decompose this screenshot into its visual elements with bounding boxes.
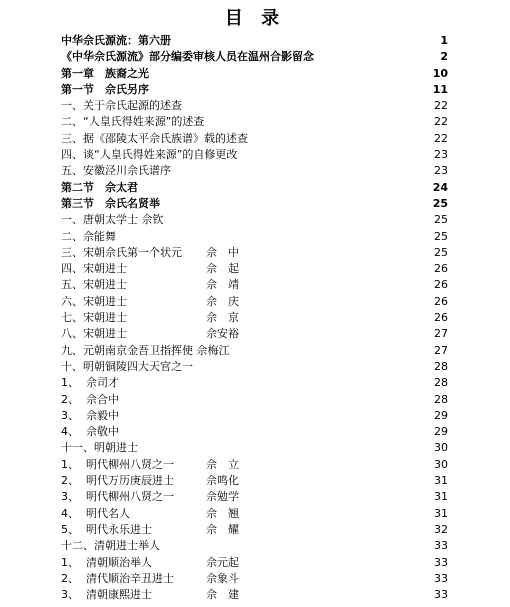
toc-entry-subtitle: 清代顺治辛丑进士 <box>86 571 174 585</box>
toc-entry <box>0 310 510 326</box>
toc-entry <box>0 180 510 196</box>
toc-entry-text: 1、 <box>61 555 79 569</box>
toc-entry <box>0 457 510 473</box>
toc-entry-subtitle: 明代柳州八贤之一 <box>86 457 174 471</box>
toc-entry-person: 佘 靖 <box>206 278 239 292</box>
toc-entry <box>0 33 510 49</box>
toc-entry <box>0 245 510 261</box>
toc-entry-page: 22 <box>434 99 448 113</box>
toc-entry-subtitle: 明代永乐进士 <box>86 522 152 536</box>
toc-entry-page: 33 <box>434 555 448 569</box>
toc-entry <box>0 163 510 179</box>
toc-entry-text: 三、宋朝佘氏第一个状元 <box>61 245 182 259</box>
toc-entry <box>0 522 510 538</box>
toc-entry-person: 佘 中 <box>206 245 239 259</box>
toc-entry-page: 23 <box>434 164 448 178</box>
toc-entry <box>0 49 510 65</box>
toc-entry <box>0 98 510 114</box>
toc-title: 目 录 <box>224 8 286 29</box>
toc-entry-page: 1 <box>440 34 448 47</box>
toc-entry-subtitle: 清朝顺治举人 <box>86 555 152 569</box>
toc-entry-person: 佘 庆 <box>206 294 239 308</box>
toc-entry-page: 30 <box>434 441 448 455</box>
toc-entry-text: 中华佘氏源流：第六册 <box>61 34 171 47</box>
toc-entry-text: 5、 <box>61 522 79 536</box>
toc-entry-text: 4、 <box>61 425 79 439</box>
toc-entry-page: 24 <box>432 180 448 194</box>
toc-entry <box>0 261 510 277</box>
toc-entry-text: 1、 <box>61 457 79 471</box>
toc-entry-page: 25 <box>434 229 448 243</box>
toc-entry-page: 2 <box>440 50 448 64</box>
toc-entry <box>0 440 510 456</box>
toc-entry-person: 佘 翘 <box>206 506 239 520</box>
toc-entry <box>0 196 510 212</box>
toc-entry-text: 2、 <box>61 392 79 406</box>
toc-entry <box>0 587 510 603</box>
toc-entry <box>0 359 510 375</box>
toc-entry-page: 33 <box>434 539 448 553</box>
toc-entry-text: 第一章 族裔之光 <box>61 66 149 80</box>
toc-entry-page: 28 <box>434 359 448 373</box>
toc-entry <box>0 212 510 228</box>
toc-entry-page: 22 <box>434 131 448 145</box>
toc-entry-text: 一、关于佘氏起源的述查 <box>61 99 182 113</box>
toc-entry-text: 十二、清朝进士举人 <box>61 539 160 553</box>
toc-entry-text: 第三节 佘氏名贤举 <box>61 196 160 210</box>
toc-entry <box>0 82 510 98</box>
toc-entry-text: 十一、明朝进士 <box>61 441 138 455</box>
toc-entry-page: 11 <box>432 82 448 96</box>
toc-entry-text: 第二节 佘太君 <box>61 180 138 194</box>
toc-entry-person: 佘安裕 <box>206 327 239 341</box>
toc-entry <box>0 131 510 147</box>
toc-entry-text: 4、 <box>61 506 79 520</box>
toc-entry-text: 2、 <box>61 571 79 585</box>
toc-entry-person: 佘 京 <box>206 311 239 325</box>
toc-entry-text: 3、 <box>61 408 79 422</box>
toc-entry-person: 佘 立 <box>206 457 239 471</box>
toc-entry-person: 佘鸣化 <box>206 474 239 488</box>
toc-entry <box>0 343 510 359</box>
toc-entry-person: 佘象斗 <box>206 571 239 585</box>
toc-entry-text: 二、佘能舞 <box>61 229 116 243</box>
toc-entry-text: 2、 <box>61 474 79 488</box>
toc-entry-text: 八、宋朝进士 <box>61 327 127 341</box>
toc-entry <box>0 538 510 554</box>
toc-entry-text: 九、元朝南京金吾卫指挥使 佘梅江 <box>61 343 230 357</box>
toc-entry-page: 26 <box>434 294 448 308</box>
toc-entry-subtitle: 佘合中 <box>86 392 119 406</box>
toc-entry <box>0 506 510 522</box>
toc-entry-text: 四、宋朝进士 <box>61 262 127 276</box>
toc-entry-page: 23 <box>434 148 448 162</box>
toc-entry-person: 佘 起 <box>206 262 239 276</box>
toc-entry-subtitle: 明代柳州八贤之一 <box>86 490 174 504</box>
toc-entry <box>0 147 510 163</box>
toc-entry-page: 29 <box>434 408 448 422</box>
toc-entry <box>0 326 510 342</box>
toc-entry-page: 25 <box>434 213 448 227</box>
toc-entry-text: 3、 <box>61 588 79 602</box>
toc-entry <box>0 424 510 440</box>
toc-entry-subtitle: 佘司才 <box>86 376 119 390</box>
toc-entry-person: 佘 建 <box>206 588 239 602</box>
toc-entry <box>0 571 510 587</box>
toc-entry-text: 1、 <box>61 376 79 390</box>
toc-entry-text: 一、唐朝太学士 佘钦 <box>61 213 164 227</box>
toc-entry-page: 25 <box>432 196 448 210</box>
toc-entry-text: 三、据《邵陵太平佘氏族谱》载的述查 <box>61 131 248 145</box>
toc-entry-text: 二、“人皇氏得姓来源”的述查 <box>61 115 205 129</box>
toc-entry-page: 33 <box>434 588 448 602</box>
toc-entry-subtitle: 明代万历庚辰进士 <box>86 474 174 488</box>
toc-entry <box>0 66 510 82</box>
toc-entry <box>0 392 510 408</box>
toc-entry-page: 10 <box>432 66 448 80</box>
toc-entry-subtitle: 明代名人 <box>86 506 130 520</box>
toc-entry-text: 七、宋朝进士 <box>61 311 127 325</box>
toc-entry-text: 3、 <box>61 490 79 504</box>
toc-entry <box>0 473 510 489</box>
toc-entry-text: 《中华佘氏源流》部分编委审核人员在温州合影留念 <box>61 50 314 64</box>
toc-entry-subtitle: 佘毅中 <box>86 408 119 422</box>
toc-entry-page: 31 <box>434 490 448 504</box>
toc-entry-page: 29 <box>434 425 448 439</box>
toc-entry-text: 四、谈“人皇氏得姓来源”的自修更改 <box>61 148 238 162</box>
toc-entry-text: 五、安徽泾川佘氏谱序 <box>61 164 171 178</box>
toc-entry <box>0 229 510 245</box>
toc-entry-person: 佘元起 <box>206 555 239 569</box>
toc-entry-text: 五、宋朝进士 <box>61 278 127 292</box>
toc-entry <box>0 294 510 310</box>
toc-entry-page: 33 <box>434 571 448 585</box>
toc-entry-text: 第一节 佘氏另序 <box>61 82 149 96</box>
toc-entry-page: 28 <box>434 392 448 406</box>
toc-entry <box>0 114 510 130</box>
toc-entry <box>0 277 510 293</box>
toc-entry-page: 31 <box>434 506 448 520</box>
toc-entry-page: 26 <box>434 311 448 325</box>
toc-entry-person: 佘勉学 <box>206 490 239 504</box>
toc-list <box>0 33 510 603</box>
toc-entry-page: 26 <box>434 262 448 276</box>
toc-entry-page: 28 <box>434 376 448 390</box>
toc-entry-page: 22 <box>434 115 448 129</box>
toc-entry <box>0 555 510 571</box>
toc-entry-text: 六、宋朝进士 <box>61 294 127 308</box>
toc-entry-person: 佘 耀 <box>206 522 239 536</box>
toc-entry-text: 十、明朝铜陵四大天官之一 <box>61 359 193 373</box>
toc-entry-page: 26 <box>434 278 448 292</box>
toc-entry <box>0 375 510 391</box>
toc-entry-page: 25 <box>434 245 448 259</box>
toc-entry-page: 27 <box>434 343 448 357</box>
toc-entry-page: 32 <box>434 522 448 536</box>
toc-entry-subtitle: 清朝康熙进士 <box>86 588 152 602</box>
toc-entry-page: 31 <box>434 474 448 488</box>
toc-entry-subtitle: 佘敬中 <box>86 425 119 439</box>
toc-entry <box>0 408 510 424</box>
toc-entry-page: 30 <box>434 457 448 471</box>
toc-entry-page: 27 <box>434 327 448 341</box>
toc-entry <box>0 489 510 505</box>
